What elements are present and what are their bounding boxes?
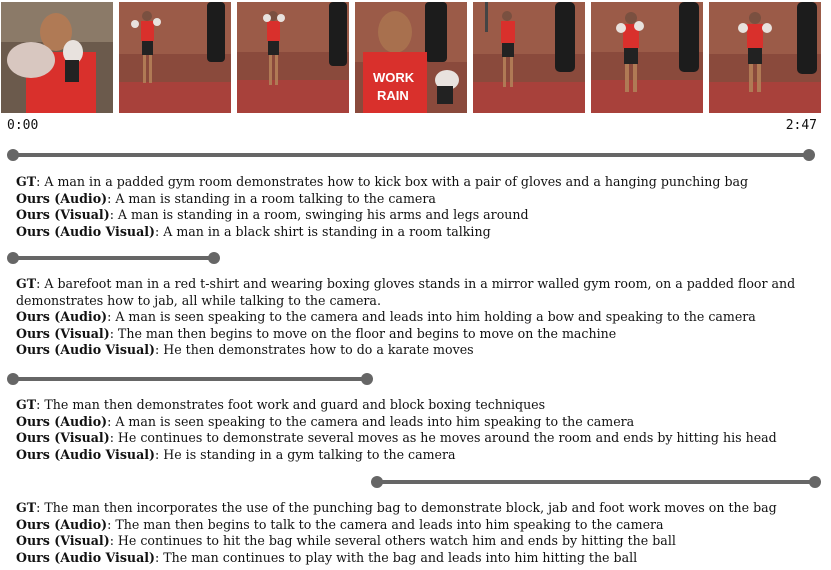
fighter-bag-frame-icon: [473, 2, 585, 113]
visual-label: Ours (Visual): [16, 325, 110, 341]
gt-label: GT: [16, 397, 37, 412]
caption-text: : He is standing in a gym talking to the camera: [154, 446, 456, 462]
fighter-stance-frame-icon: [591, 2, 703, 113]
caption-text: : The man then begins to talk to the camera and leads into him speaking to the camera: [107, 516, 664, 532]
timeline-end-marker: [809, 476, 821, 488]
timeline-start-marker: [7, 373, 19, 385]
segment-3-timeline: [7, 373, 373, 385]
gt-label: GT: [16, 500, 37, 515]
closeup-glove-frame-icon: [1, 2, 113, 113]
timeline-end-marker: [361, 373, 373, 385]
timeline-end-marker: [208, 252, 220, 264]
segment-2-timeline: [7, 252, 220, 264]
audio-caption: [16, 414, 806, 431]
video-frames-strip: [0, 0, 831, 113]
audio-caption: [16, 309, 806, 326]
audio-caption: [16, 517, 806, 534]
segment-1-timeline: [7, 149, 815, 161]
svg-text:WORK: WORK: [373, 70, 415, 85]
fighter-stance-frame-icon: [119, 2, 231, 113]
audio-visual-label: Ours (Audio Visual): [16, 223, 155, 239]
visual-label: Ours (Visual): [16, 430, 110, 446]
audio-visual-caption: [16, 342, 806, 359]
audio-label: Ours (Audio): [16, 516, 108, 532]
segment-3-captions: [16, 397, 806, 463]
caption-text: : A man in a black shirt is standing in a room talking: [154, 223, 491, 239]
caption-text: : A man is standing in a room, swinging his arms and legs around: [109, 207, 529, 223]
audio-label: Ours (Audio): [16, 309, 108, 325]
video-frame-7: [709, 2, 821, 113]
timeline-start-marker: [7, 252, 19, 264]
audio-visual-label: Ours (Audio Visual): [16, 549, 155, 565]
video-frame-2: [119, 2, 231, 113]
caption-text: : He continues to hit the bag while several others watch him and ends by hitting the ball: [109, 533, 676, 549]
caption-text: : The man continues to play with the bag and leads into him hitting the ball: [154, 549, 638, 565]
audio-label: Ours (Audio): [16, 413, 108, 429]
video-frame-1: [1, 2, 113, 113]
caption-text: : A barefoot man in a red t-shirt and wearing boxing gloves stands in a mirror walled gym room, on a padded floor and demonstrates how to jab, all while talking to the camera.: [16, 276, 796, 308]
gt-caption: [16, 174, 806, 191]
video-frame-6: [591, 2, 703, 113]
timeline-start-marker: [7, 149, 19, 161]
segment-2-captions: [16, 276, 806, 359]
timeline-start-marker: [371, 476, 383, 488]
audio-visual-caption: [16, 224, 806, 241]
audio-caption: [16, 191, 806, 208]
audio-visual-label: Ours (Audio Visual): [16, 342, 155, 358]
timeline-line: [13, 256, 214, 260]
caption-text: : He then demonstrates how to do a karate moves: [154, 342, 474, 358]
segment-4-timeline: [371, 476, 821, 488]
video-frame-4: [355, 2, 467, 113]
visual-caption: [16, 533, 806, 550]
gt-caption: [16, 397, 806, 414]
visual-caption: [16, 430, 806, 447]
video-frame-3: [237, 2, 349, 113]
gt-caption: [16, 500, 806, 517]
start-time: 0:00: [7, 118, 39, 133]
video-frame-5: [473, 2, 585, 113]
visual-caption: [16, 326, 806, 343]
caption-text: : The man then begins to move on the floor and begins to move on the machine: [109, 325, 617, 341]
audio-visual-caption: [16, 447, 806, 464]
timeline-line: [13, 153, 809, 157]
caption-text: : A man in a padded gym room demonstrates how to kick box with a pair of gloves and a hanging punching bag: [36, 174, 749, 189]
caption-text: : A man is seen speaking to the camera and leads into him speaking to the camera: [107, 413, 635, 429]
timeline-line: [13, 377, 367, 381]
caption-text: : The man then demonstrates foot work and guard and block boxing techniques: [36, 397, 546, 412]
fighter-stance-frame-icon: [237, 2, 349, 113]
gt-caption: [16, 276, 806, 309]
caption-text: : He continues to demonstrate several moves as he moves around the room and ends by hitting his head: [109, 430, 777, 446]
visual-caption: [16, 207, 806, 224]
speaker-closeup-frame-icon: [355, 2, 467, 113]
svg-text:RAIN: RAIN: [377, 88, 409, 103]
caption-text: : The man then incorporates the use of the punching bag to demonstrate block, jab and foot work moves on the bag: [36, 500, 777, 515]
caption-text: : A man is standing in a room talking to the camera: [107, 190, 436, 206]
timeline-line: [377, 480, 815, 484]
gt-label: GT: [16, 276, 37, 291]
visual-label: Ours (Visual): [16, 207, 110, 223]
segment-1-captions: [16, 174, 806, 240]
end-time: 2:47: [785, 118, 817, 133]
segment-4-captions: [16, 500, 806, 566]
caption-text: : A man is seen speaking to the camera and leads into him holding a bow and speaking to the camera: [107, 309, 756, 325]
fighter-bag-frame-icon: [709, 2, 821, 113]
gt-label: GT: [16, 174, 37, 189]
visual-label: Ours (Visual): [16, 533, 110, 549]
audio-visual-label: Ours (Audio Visual): [16, 446, 155, 462]
audio-visual-caption: [16, 550, 806, 567]
audio-label: Ours (Audio): [16, 190, 108, 206]
timeline-end-marker: [803, 149, 815, 161]
